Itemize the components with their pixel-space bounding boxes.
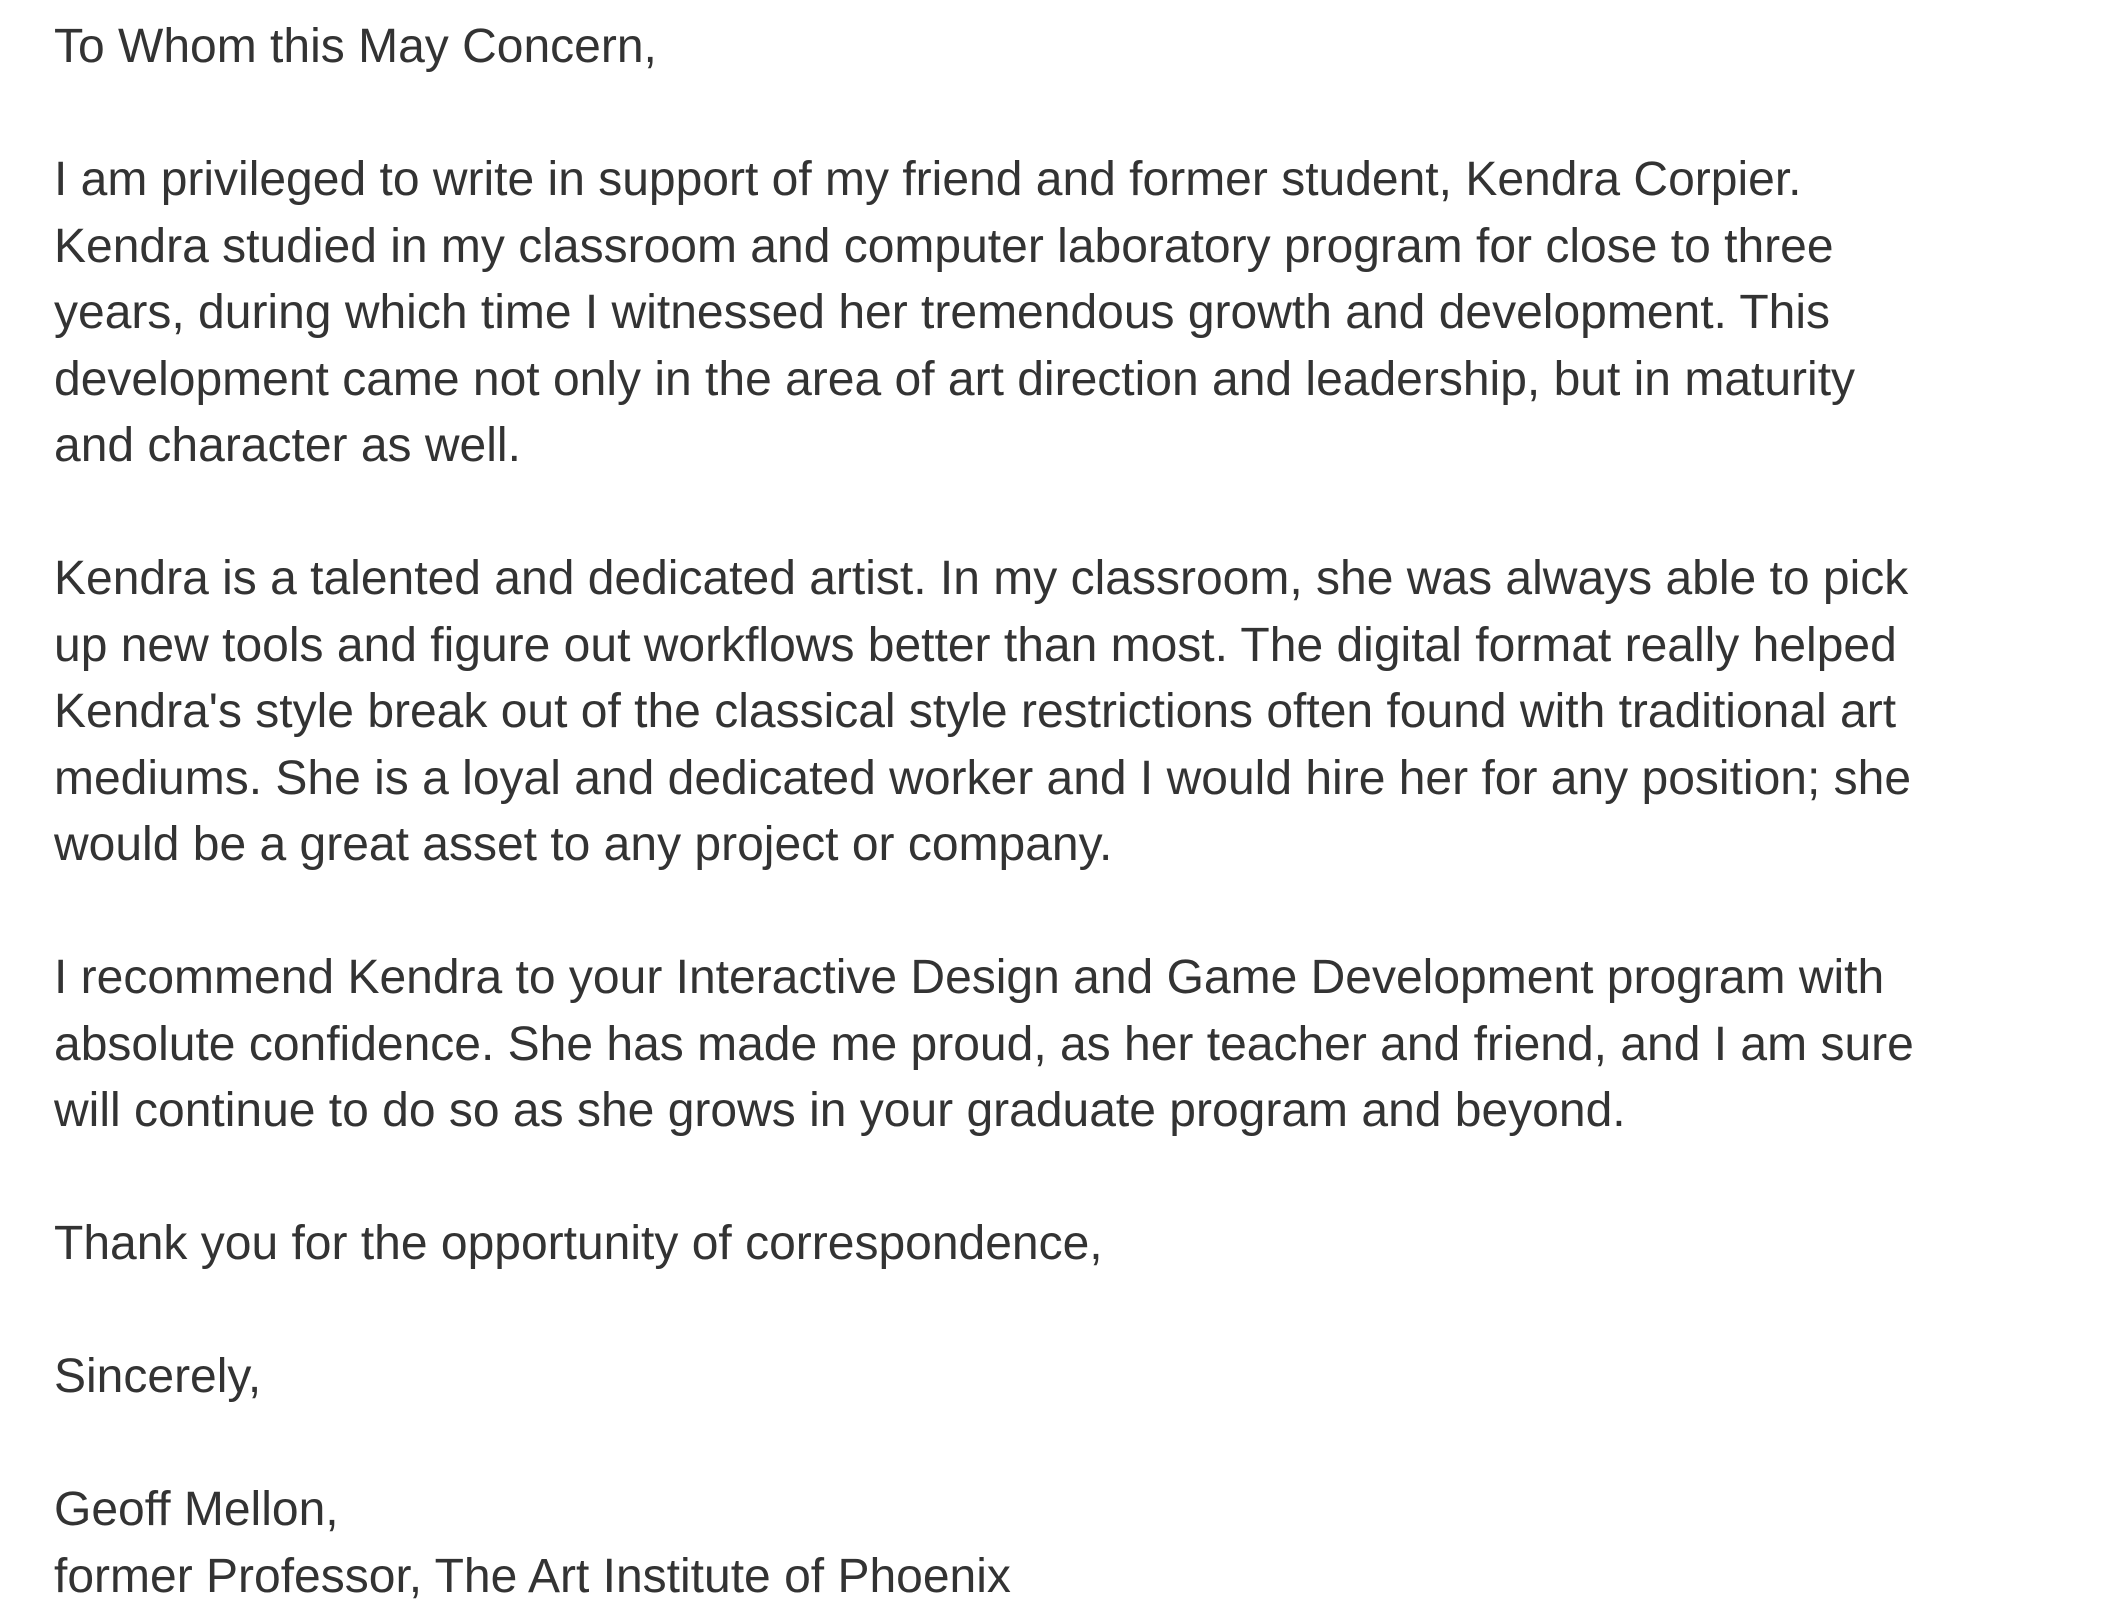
paragraph-1-line: years, during which time I witnessed her tremendous growth and development. This (54, 280, 2074, 347)
paragraph-1 (54, 147, 2074, 480)
paragraph-2-line: up new tools and figure out workflows better than most. The digital format really helped (54, 613, 2074, 680)
spacer (54, 1278, 2074, 1345)
paragraph-1-line: Kendra studied in my classroom and computer laboratory program for close to three (54, 214, 2074, 281)
closing: Sincerely, (54, 1344, 2074, 1411)
recommendation-letter (54, 14, 2074, 1610)
paragraph-2-line: mediums. She is a loyal and dedicated worker and I would hire her for any position; she (54, 746, 2074, 813)
paragraph-2 (54, 546, 2074, 879)
thanks-line: Thank you for the opportunity of correspondence, (54, 1211, 2074, 1278)
paragraph-3-line: absolute confidence. She has made me proud, as her teacher and friend, and I am sure (54, 1012, 2074, 1079)
signature-name: Geoff Mellon, (54, 1477, 2074, 1544)
paragraph-1-line: and character as well. (54, 413, 2074, 480)
signature-title: former Professor, The Art Institute of Phoenix (54, 1544, 2074, 1610)
spacer (54, 1411, 2074, 1478)
paragraph-3-line: I recommend Kendra to your Interactive Design and Game Development program with (54, 945, 2074, 1012)
paragraph-3 (54, 945, 2074, 1145)
paragraph-2-line: Kendra's style break out of the classical style restrictions often found with traditional art (54, 679, 2074, 746)
paragraph-1-line: development came not only in the area of art direction and leadership, but in maturity (54, 347, 2074, 414)
paragraph-3-line: will continue to do so as she grows in your graduate program and beyond. (54, 1078, 2074, 1145)
spacer (54, 879, 2074, 946)
salutation: To Whom this May Concern, (54, 14, 2074, 81)
paragraph-2-line: Kendra is a talented and dedicated artist. In my classroom, she was always able to pick (54, 546, 2074, 613)
spacer (54, 81, 2074, 148)
spacer (54, 1145, 2074, 1212)
spacer (54, 480, 2074, 547)
paragraph-2-line: would be a great asset to any project or company. (54, 812, 2074, 879)
paragraph-1-line: I am privileged to write in support of my friend and former student, Kendra Corpier. (54, 147, 2074, 214)
